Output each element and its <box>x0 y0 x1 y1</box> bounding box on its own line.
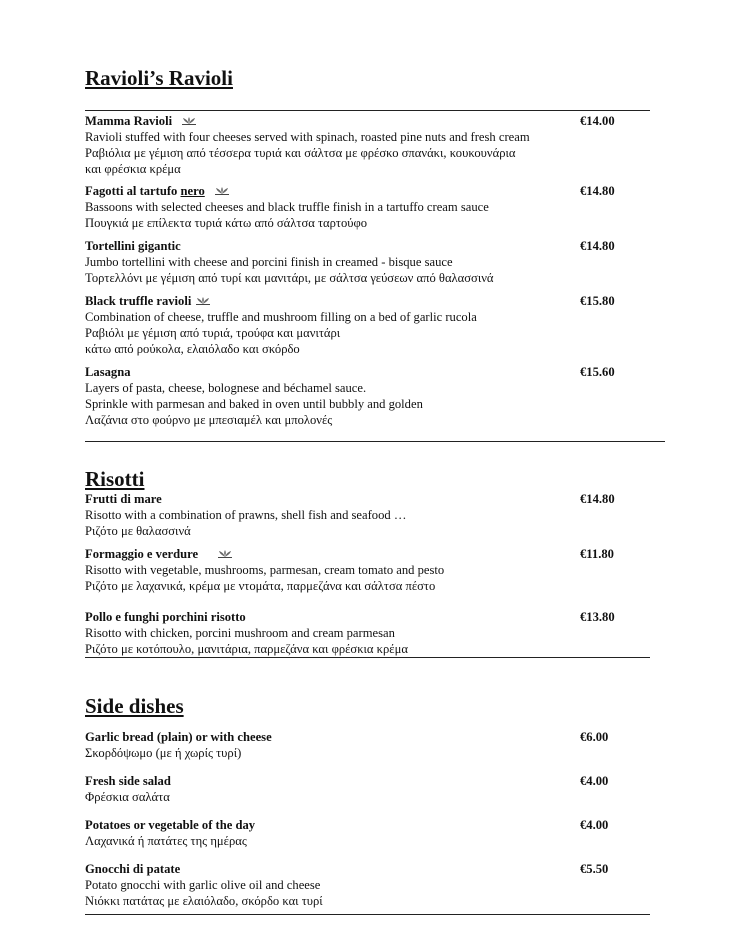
leaf-icon <box>181 117 197 126</box>
item-description-greek: Τορτελλόνι με γέμιση από τυρί και μανιτάρι, με σάλτσα γεύσεων από θαλασσινά <box>85 271 494 285</box>
item-price: €14.00 <box>580 114 615 128</box>
menu-item <box>85 238 645 286</box>
section-bottom-rule <box>85 441 665 442</box>
item-description: Jumbo tortellini with cheese and porcini finish in creamed - bisque sauce <box>85 255 453 269</box>
item-description-greek: Ριζότο με θαλασσινά <box>85 524 191 538</box>
item-description-greek: Σκορδόψωμο (με ή χωρίς τυρί) <box>85 746 242 760</box>
item-name: Potatoes or vegetable of the day <box>85 818 256 832</box>
leaf-icon <box>217 550 233 559</box>
item-description: Risotto with a combination of prawns, shell fish and seafood … <box>85 508 407 522</box>
item-price: €6.00 <box>580 730 609 744</box>
item-price: €14.80 <box>580 492 615 506</box>
item-name-suffix: nero <box>180 184 205 198</box>
item-description: Layers of pasta, cheese, bolognese and béchamel sauce. <box>85 381 367 395</box>
menu-item <box>85 364 645 428</box>
item-description-greek: Νιόκκι πατάτας με ελαιόλαδο, σκόρδο και τυρί <box>85 894 323 908</box>
menu-item <box>85 546 645 594</box>
item-price: €4.00 <box>580 818 609 832</box>
menu-item <box>85 773 645 805</box>
menu-item <box>85 183 645 231</box>
leaf-icon <box>195 297 211 306</box>
item-price: €15.60 <box>580 365 615 379</box>
item-name: Fresh side salad <box>85 774 171 788</box>
item-price: €11.80 <box>580 547 614 561</box>
menu-item <box>85 491 645 539</box>
menu-item <box>85 293 645 357</box>
item-description: Combination of cheese, truffle and mushroom filling on a bed of garlic rucola <box>85 310 477 324</box>
item-name: Garlic bread (plain) or with cheese <box>85 730 272 744</box>
item-description: Risotto with vegetable, mushrooms, parmesan, cream tomato and pesto <box>85 563 445 577</box>
item-name: Fagotti al tartufo <box>85 184 178 198</box>
item-description-greek: Ριζότο με λαχανικά, κρέμα με ντομάτα, παρμεζάνα και σάλτσα πέστο <box>85 579 436 593</box>
item-description-greek: Ραβιόλια με γέμιση από τέσσερα τυριά και σάλτσα με φρέσκο σπανάκι, κουκουνάρια <box>85 146 516 160</box>
item-price: €13.80 <box>580 610 615 624</box>
item-description: Bassoons with selected cheeses and black truffle finish in a tartuffo cream sauce <box>85 200 489 214</box>
item-name: Frutti di mare <box>85 492 162 506</box>
item-description: Ravioli stuffed with four cheeses served with spinach, roasted pine nuts and fresh cream <box>85 130 530 144</box>
item-description-greek: Ραβιόλι με γέμιση από τυριά, τρούφα και μανιτάρι <box>85 326 341 340</box>
item-description-greek: Πουγκιά με επίλεκτα τυριά κάτω από σάλτσα ταρτούφο <box>85 216 368 230</box>
item-name: Tortellini gigantic <box>85 239 181 253</box>
item-description: Potato gnocchi with garlic olive oil and cheese <box>85 878 321 892</box>
menu-item <box>85 817 645 849</box>
item-name: Black truffle ravioli <box>85 294 192 308</box>
section-bottom-rule <box>85 914 650 915</box>
item-price: €15.80 <box>580 294 615 308</box>
item-name: Pollo e funghi porchini risotto <box>85 610 246 624</box>
section-top-rule <box>85 110 650 111</box>
item-description-greek: και φρέσκια κρέμα <box>85 162 181 176</box>
menu-item <box>85 861 645 909</box>
item-name: Lasagna <box>85 365 131 379</box>
section-bottom-rule <box>85 657 650 658</box>
section-title-side-dishes: Side dishes <box>85 694 184 718</box>
item-description-greek: Ριζότο με κοτόπουλο, μανιτάρια, παρμεζάνα και φρέσκια κρέμα <box>85 642 408 656</box>
item-price: €14.80 <box>580 239 615 253</box>
item-price: €4.00 <box>580 774 609 788</box>
item-price: €5.50 <box>580 862 609 876</box>
section-title-risotti: Risotti <box>85 467 145 491</box>
menu-item <box>85 729 645 761</box>
item-description: Risotto with chicken, porcini mushroom and cream parmesan <box>85 626 395 640</box>
item-description-greek: Φρέσκια σαλάτα <box>85 790 170 804</box>
item-description-greek: Λαχανικά ή πατάτες της ημέρας <box>85 834 247 848</box>
item-description-greek: κάτω από ρούκολα, ελαιόλαδο και σκόρδο <box>85 342 300 356</box>
item-description-greek: Λαζάνια στο φούρνο με μπεσιαμέλ και μπολονές <box>85 413 333 427</box>
item-name: Formaggio e verdure <box>85 547 199 561</box>
item-description: Sprinkle with parmesan and baked in oven until bubbly and golden <box>85 397 423 411</box>
item-name: Mamma Ravioli <box>85 114 173 128</box>
section-title-ravioli: Ravioli’s Ravioli <box>85 66 233 90</box>
item-name: Gnocchi di patate <box>85 862 181 876</box>
menu-item <box>85 113 645 177</box>
item-price: €14.80 <box>580 184 615 198</box>
leaf-icon <box>214 187 230 196</box>
menu-item <box>85 609 645 657</box>
